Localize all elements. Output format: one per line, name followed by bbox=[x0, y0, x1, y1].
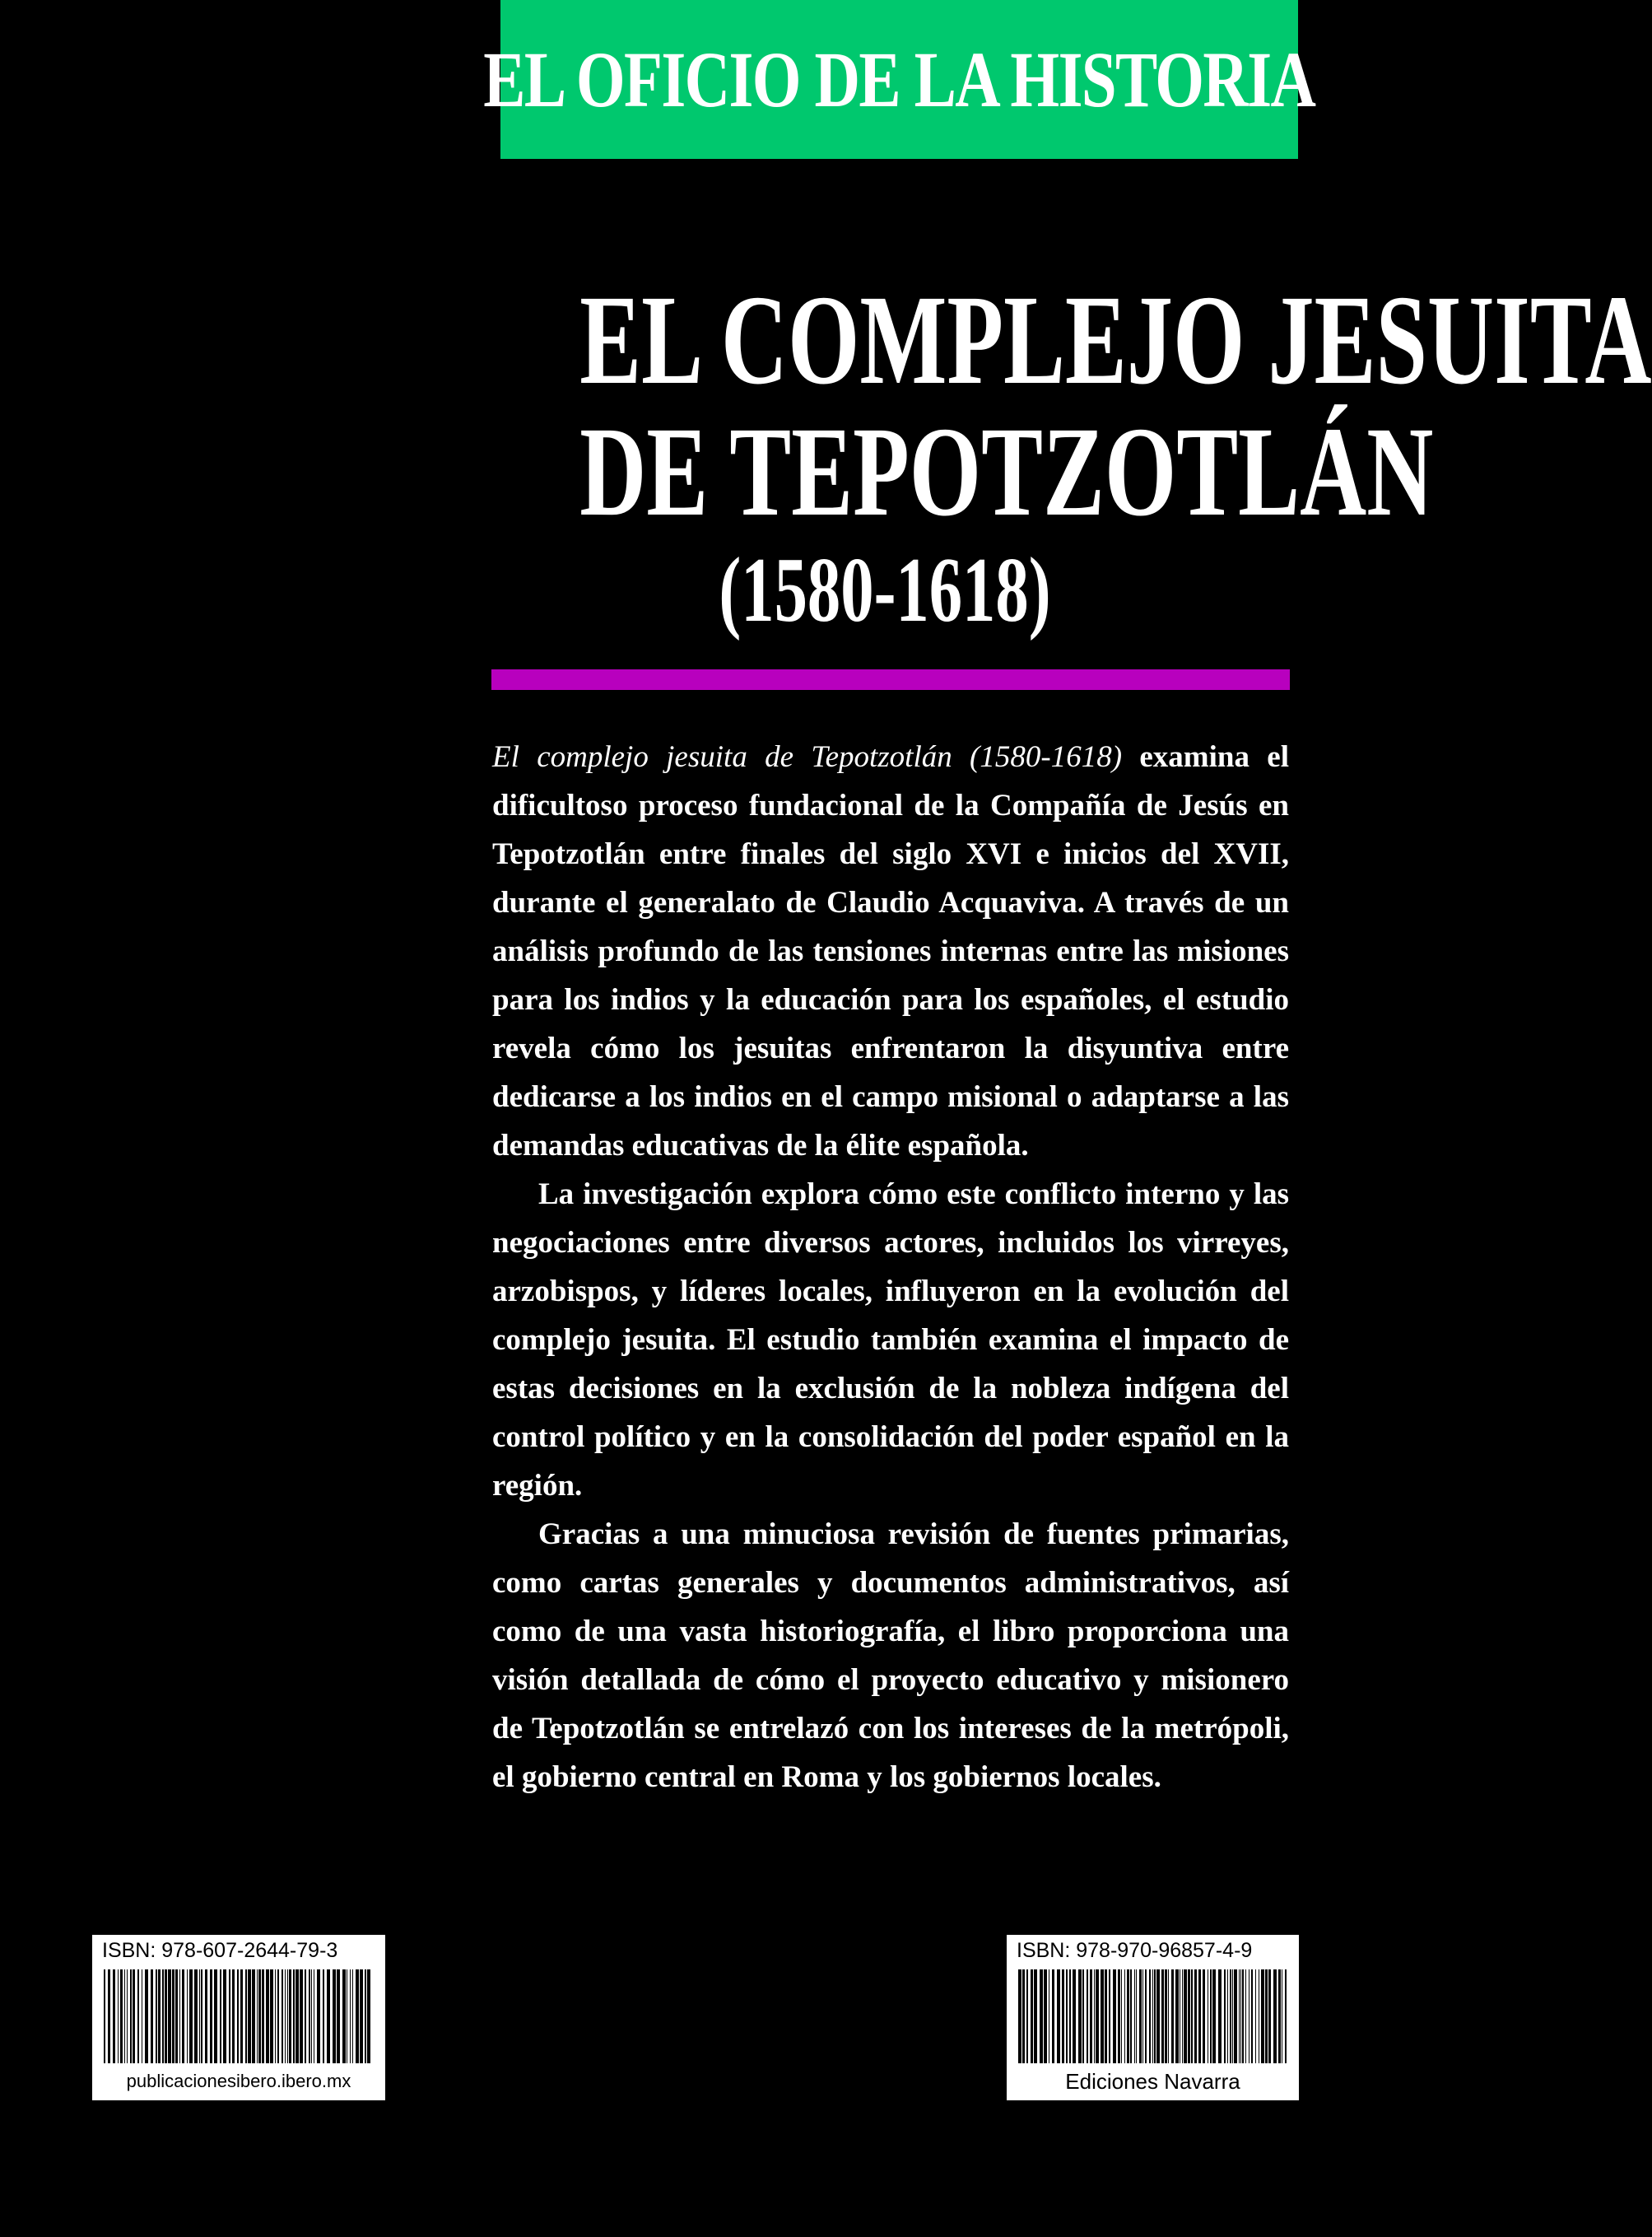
barcode-stripe bbox=[113, 1969, 115, 2063]
barcode-label-navarra bbox=[1007, 1935, 1299, 2100]
barcode-stripe bbox=[1161, 1969, 1164, 2063]
barcode-stripe bbox=[162, 1969, 164, 2063]
book-title-line-2: DE TEPOTZOTLÁN bbox=[579, 400, 1434, 543]
book-title-line-1: EL COMPLEJO JESUITA bbox=[579, 268, 1652, 411]
barcode-stripe bbox=[1052, 1969, 1054, 2063]
description-paragraph-1 bbox=[492, 733, 1289, 1170]
barcode-stripe bbox=[1194, 1969, 1197, 2063]
barcode-stripe bbox=[1227, 1969, 1228, 2063]
barcode-stripe bbox=[1175, 1969, 1179, 2063]
barcode-stripe bbox=[1149, 1969, 1151, 2063]
publisher-name: Ediciones Navarra bbox=[1065, 2069, 1240, 2094]
barcode-stripe bbox=[1069, 1969, 1071, 2063]
barcode-stripe bbox=[266, 1969, 269, 2063]
barcode-stripe bbox=[118, 1969, 119, 2063]
barcode-stripe bbox=[1224, 1969, 1226, 2063]
barcode-stripe bbox=[137, 1969, 139, 2063]
barcode-stripe bbox=[133, 1969, 135, 2063]
barcode-stripe bbox=[333, 1969, 336, 2063]
isbn-text: ISBN: 978-970-96857-4-9 bbox=[1017, 1939, 1253, 1962]
barcode-stripe bbox=[1218, 1969, 1222, 2063]
barcode-stripe bbox=[1057, 1969, 1060, 2063]
barcode-stripe bbox=[1171, 1969, 1174, 2063]
barcode-stripe bbox=[1188, 1969, 1190, 2063]
barcode-label-ibero bbox=[92, 1935, 385, 2100]
barcode-bars bbox=[104, 1969, 374, 2063]
barcode-stripe bbox=[1082, 1969, 1084, 2063]
barcode-stripe bbox=[199, 1969, 200, 2063]
barcode-stripe bbox=[311, 1969, 312, 2063]
barcode-stripe bbox=[210, 1969, 212, 2063]
barcode-stripe bbox=[172, 1969, 175, 2063]
barcode-stripe bbox=[245, 1969, 247, 2063]
description-paragraph-1-text: examina el dificultoso proceso fundacional de la Compañía de Jesús en Tepotzotlán entre finales del siglo XVI e inicios del XVII, durante el generalato de Claudio Acquaviva. A través de un análisis profundo de las tensiones internas entre las misiones para los indios y la educación para los españoles, el estudio revela cómo los jesuitas enfrentaron la disyuntiva entre dedicarse a los indios en el campo misional o adaptarse a las demandas educativas de la élite española. bbox=[492, 740, 1289, 1163]
barcode-stripe bbox=[277, 1969, 279, 2063]
barcode-stripe bbox=[327, 1969, 330, 2063]
barcode-stripe bbox=[175, 1969, 178, 2063]
barcode-stripe bbox=[1198, 1969, 1201, 2063]
barcode-stripe bbox=[145, 1969, 148, 2063]
barcode-stripe bbox=[252, 1969, 255, 2063]
barcode-stripe bbox=[1278, 1969, 1281, 2063]
barcode-stripe bbox=[1124, 1969, 1125, 2063]
barcode-stripe bbox=[232, 1969, 235, 2063]
barcode-stripe bbox=[1139, 1969, 1142, 2063]
barcode-stripe bbox=[1268, 1969, 1271, 2063]
description-title-italic: El complejo jesuita de Tepotzotlán (1580-1618) bbox=[492, 740, 1123, 774]
barcode-stripe bbox=[1096, 1969, 1099, 2063]
barcode-stripe bbox=[1113, 1969, 1116, 2063]
barcode-stripe bbox=[104, 1969, 105, 2063]
barcode-stripe bbox=[1154, 1969, 1156, 2063]
barcode-stripe bbox=[1168, 1969, 1169, 2063]
barcode-stripe bbox=[1232, 1969, 1233, 2063]
barcode-stripe bbox=[124, 1969, 125, 2063]
barcode-stripe bbox=[182, 1969, 184, 2063]
barcode-stripe bbox=[189, 1969, 193, 2063]
barcode-stripe bbox=[1152, 1969, 1153, 2063]
barcode-stripe bbox=[214, 1969, 217, 2063]
barcode-stripe bbox=[220, 1969, 221, 2063]
barcode-stripe bbox=[1136, 1969, 1137, 2063]
barcode-stripe bbox=[1130, 1969, 1132, 2063]
barcode-stripe bbox=[1118, 1969, 1120, 2063]
barcode-stripe bbox=[365, 1969, 366, 2063]
barcode-stripe bbox=[1094, 1969, 1095, 2063]
barcode-stripe bbox=[309, 1969, 310, 2063]
barcode-stripe bbox=[305, 1969, 306, 2063]
publisher-url: publicacionesibero.ibero.mx bbox=[126, 2071, 351, 2091]
barcode-stripe bbox=[1078, 1969, 1082, 2063]
barcode-bars bbox=[1018, 1969, 1288, 2063]
barcode-stripe bbox=[151, 1969, 153, 2063]
barcode-stripe bbox=[237, 1969, 239, 2063]
barcode-stripe bbox=[1240, 1969, 1241, 2063]
book-title-block bbox=[461, 268, 1652, 641]
barcode-stripe bbox=[1090, 1969, 1092, 2063]
barcode-stripe bbox=[1087, 1969, 1088, 2063]
barcode-stripe bbox=[1210, 1969, 1212, 2063]
barcode-stripe bbox=[1031, 1969, 1033, 2063]
barcode-stripe bbox=[1245, 1969, 1246, 2063]
barcode-stripe bbox=[248, 1969, 251, 2063]
barcode-stripe bbox=[300, 1969, 303, 2063]
barcode-stripe bbox=[1191, 1969, 1193, 2063]
barcode-stripe bbox=[289, 1969, 291, 2063]
isbn-text: ISBN: 978-607-2644-79-3 bbox=[102, 1939, 338, 1962]
barcode-stripe bbox=[356, 1969, 359, 2063]
barcode-stripe bbox=[1234, 1969, 1237, 2063]
barcode-stripe bbox=[165, 1969, 167, 2063]
barcode-stripe bbox=[240, 1969, 243, 2063]
barcode-stripe bbox=[1273, 1969, 1277, 2063]
barcode-stripe bbox=[323, 1969, 324, 2063]
barcode-stripe bbox=[1066, 1969, 1068, 2063]
barcode-stripe bbox=[194, 1969, 198, 2063]
barcode-stripe bbox=[350, 1969, 351, 2063]
barcode-stripe bbox=[317, 1969, 320, 2063]
book-title-years: (1580-1618) bbox=[719, 539, 1051, 641]
barcode-stripe bbox=[287, 1969, 288, 2063]
barcode-stripe bbox=[158, 1969, 161, 2063]
barcode-stripe bbox=[1109, 1969, 1110, 2063]
barcode-stripe bbox=[1145, 1969, 1147, 2063]
barcode-stripe bbox=[187, 1969, 188, 2063]
barcode-stripe bbox=[1156, 1969, 1160, 2063]
book-description bbox=[492, 733, 1289, 1801]
barcode-stripe bbox=[229, 1969, 230, 2063]
barcode-stripe bbox=[360, 1969, 363, 2063]
barcode-stripe bbox=[223, 1969, 226, 2063]
barcode-stripe bbox=[1044, 1969, 1047, 2063]
barcode-stripe bbox=[293, 1969, 295, 2063]
barcode-stripe bbox=[270, 1969, 273, 2063]
series-banner bbox=[483, 0, 1315, 159]
barcode-stripe bbox=[1062, 1969, 1064, 2063]
barcode-stripe bbox=[352, 1969, 353, 2063]
barcode-stripe bbox=[282, 1969, 283, 2063]
barcode-stripe bbox=[156, 1969, 157, 2063]
barcode-stripe bbox=[1142, 1969, 1143, 2063]
barcode-stripe bbox=[262, 1969, 264, 2063]
barcode-stripe bbox=[1239, 1969, 1240, 2063]
barcode-stripe bbox=[1073, 1969, 1076, 2063]
barcode-stripe bbox=[1026, 1969, 1028, 2063]
barcode-stripe bbox=[1018, 1969, 1021, 2063]
barcode-stripe bbox=[1212, 1969, 1216, 2063]
divider-rule bbox=[491, 669, 1290, 690]
barcode-stripe bbox=[1127, 1969, 1129, 2063]
barcode-stripe bbox=[1285, 1969, 1287, 2063]
barcode-stripe bbox=[130, 1969, 132, 2063]
barcode-stripe bbox=[258, 1969, 261, 2063]
barcode-stripe bbox=[201, 1969, 202, 2063]
barcode-stripe bbox=[1034, 1969, 1037, 2063]
barcode-stripe bbox=[205, 1969, 207, 2063]
description-paragraph-2: La investigación explora cómo este conflicto interno y las negociaciones entre diversos actores, incluidos los virreyes, arzobispos, y líderes locales, influyeron en la evolución del complejo jesuita. El estudio también examina el impacto de estas decisiones en la exclusión de la nobleza indígena del control político y en la consolidación del poder español en la región. bbox=[492, 1177, 1289, 1503]
barcode-stripe bbox=[367, 1969, 370, 2063]
barcode-stripe bbox=[1242, 1969, 1244, 2063]
barcode-stripe bbox=[1134, 1969, 1135, 2063]
barcode-stripe bbox=[1251, 1969, 1253, 2063]
barcode-stripe bbox=[1203, 1969, 1205, 2063]
barcode-stripe bbox=[285, 1969, 286, 2063]
barcode-stripe bbox=[1101, 1969, 1104, 2063]
barcode-stripe bbox=[1182, 1969, 1183, 2063]
barcode-stripe bbox=[1184, 1969, 1187, 2063]
barcode-stripe bbox=[120, 1969, 123, 2063]
barcode-stripe bbox=[337, 1969, 340, 2063]
barcode-stripe bbox=[1105, 1969, 1107, 2063]
barcode-stripe bbox=[1261, 1969, 1264, 2063]
barcode-stripe bbox=[179, 1969, 180, 2063]
barcode-stripe bbox=[275, 1969, 276, 2063]
barcode-stripe bbox=[295, 1969, 299, 2063]
barcode-stripe bbox=[168, 1969, 171, 2063]
barcode-stripe bbox=[1265, 1969, 1268, 2063]
barcode-stripe bbox=[1022, 1969, 1025, 2063]
barcode-stripe bbox=[1165, 1969, 1167, 2063]
series-title: EL OFICIO DE LA HISTORIA bbox=[483, 35, 1315, 124]
barcode-stripe bbox=[127, 1969, 128, 2063]
barcode-stripe bbox=[257, 1969, 258, 2063]
barcode-stripe bbox=[108, 1969, 110, 2063]
barcode-stripe bbox=[1230, 1969, 1231, 2063]
barcode-stripe bbox=[1040, 1969, 1043, 2063]
description-paragraph-3: Gracias a una minuciosa revisión de fuentes primarias, como cartas generales y documentos administrativos, así como de una vasta historiografía, el libro proporciona una visión detallada de cómo el proyecto educativo y misionero de Tepotzotlán se entrelazó con los intereses de la metrópoli, el gobierno central en Roma y los gobiernos locales. bbox=[492, 1517, 1289, 1794]
barcode-stripe bbox=[342, 1969, 346, 2063]
barcode-stripe bbox=[1255, 1969, 1256, 2063]
barcode-stripe bbox=[1121, 1969, 1122, 2063]
